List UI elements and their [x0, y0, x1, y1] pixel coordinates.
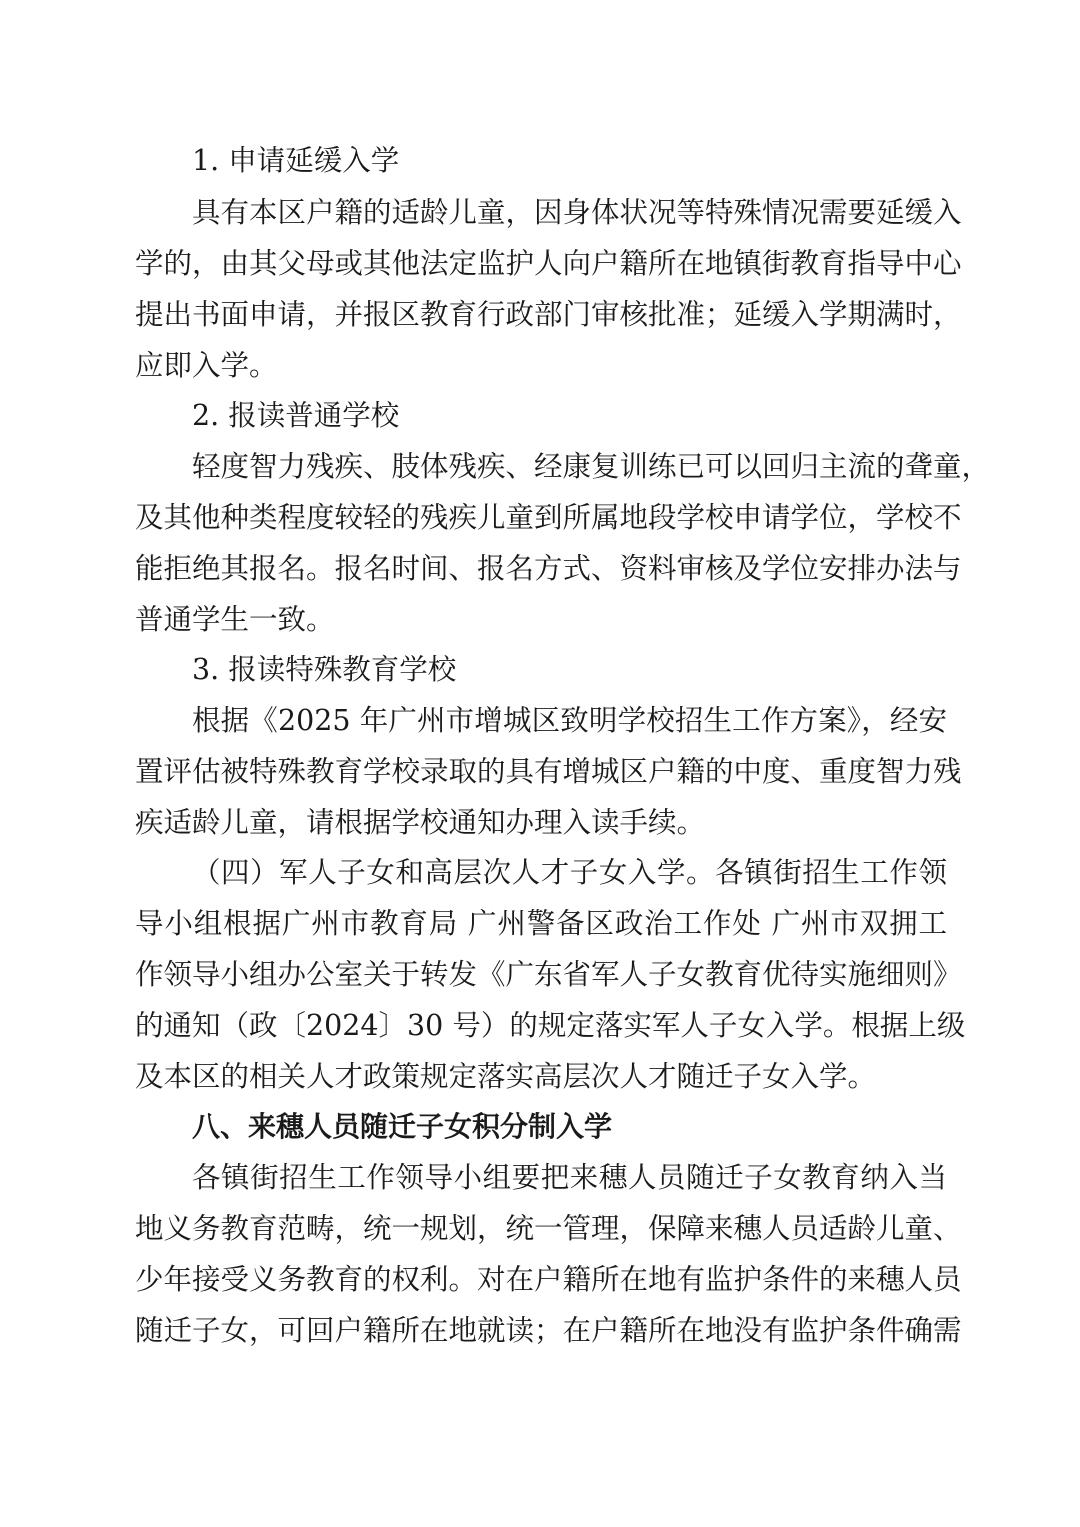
paragraph-line: 的通知（政〔2024〕30 号）的规定落实军人子女入学。根据上级 [135, 1009, 966, 1042]
paragraph-line: 应即入学。 [135, 349, 278, 382]
paragraph-line: 学的，由其父母或其他法定监护人向户籍所在地镇街教育指导中心 [135, 247, 962, 280]
paragraph-line: 置评估被特殊教育学校录取的具有增城区户籍的中度、重度智力残 [135, 755, 962, 788]
paragraph-line: 随迁子女，可回户籍所在地就读；在户籍所在地没有监护条件确需 [135, 1314, 962, 1347]
section-heading-migrant-children: 八、来穗人员随迁子女积分制入学 [192, 1110, 613, 1143]
paragraph-line: 地义务教育范畴，统一规划，统一管理，保障来穗人员适龄儿童、 [135, 1212, 962, 1245]
paragraph-line: 及其他种类程度较轻的残疾儿童到所属地段学校申请学位，学校不 [135, 501, 962, 534]
paragraph-line: （四）军人子女和高层次人才子女入学。各镇街招生工作领 [192, 856, 947, 889]
paragraph-line: 作领导小组办公室关于转发《广东省军人子女教育优待实施细则》 [135, 958, 962, 991]
paragraph-line: 根据《2025 年广州市增城区致明学校招生工作方案》，经安 [192, 704, 947, 737]
paragraph-line: 普通学生一致。 [135, 603, 335, 636]
paragraph-line: 导小组根据广州市教育局 广州警备区政治工作处 广州市双拥工 [135, 907, 947, 940]
paragraph-line: 及本区的相关人才政策规定落实高层次人才随迁子女入学。 [135, 1060, 877, 1093]
paragraph-line: 疾适龄儿童，请根据学校通知办理入读手续。 [135, 806, 706, 839]
subheading-regular-school: 2. 报读普通学校 [192, 399, 400, 432]
paragraph-line: 能拒绝其报名。报名时间、报名方式、资料审核及学位安排办法与 [135, 552, 962, 585]
paragraph-line: 具有本区户籍的适龄儿童，因身体状况等特殊情况需要延缓入 [192, 196, 962, 229]
subheading-deferred-enrollment: 1. 申请延缓入学 [192, 144, 400, 177]
paragraph-line: 轻度智力残疾、肢体残疾、经康复训练已可以回归主流的聋童， [192, 450, 991, 483]
paragraph-line: 提出书面申请，并报区教育行政部门审核批准；延缓入学期满时， [135, 298, 962, 331]
paragraph-line: 少年接受义务教育的权利。对在户籍所在地有监护条件的来穗人员 [135, 1263, 962, 1296]
paragraph-line: 各镇街招生工作领导小组要把来穗人员随迁子女教育纳入当 [192, 1161, 947, 1194]
subheading-special-school: 3. 报读特殊教育学校 [192, 653, 457, 686]
